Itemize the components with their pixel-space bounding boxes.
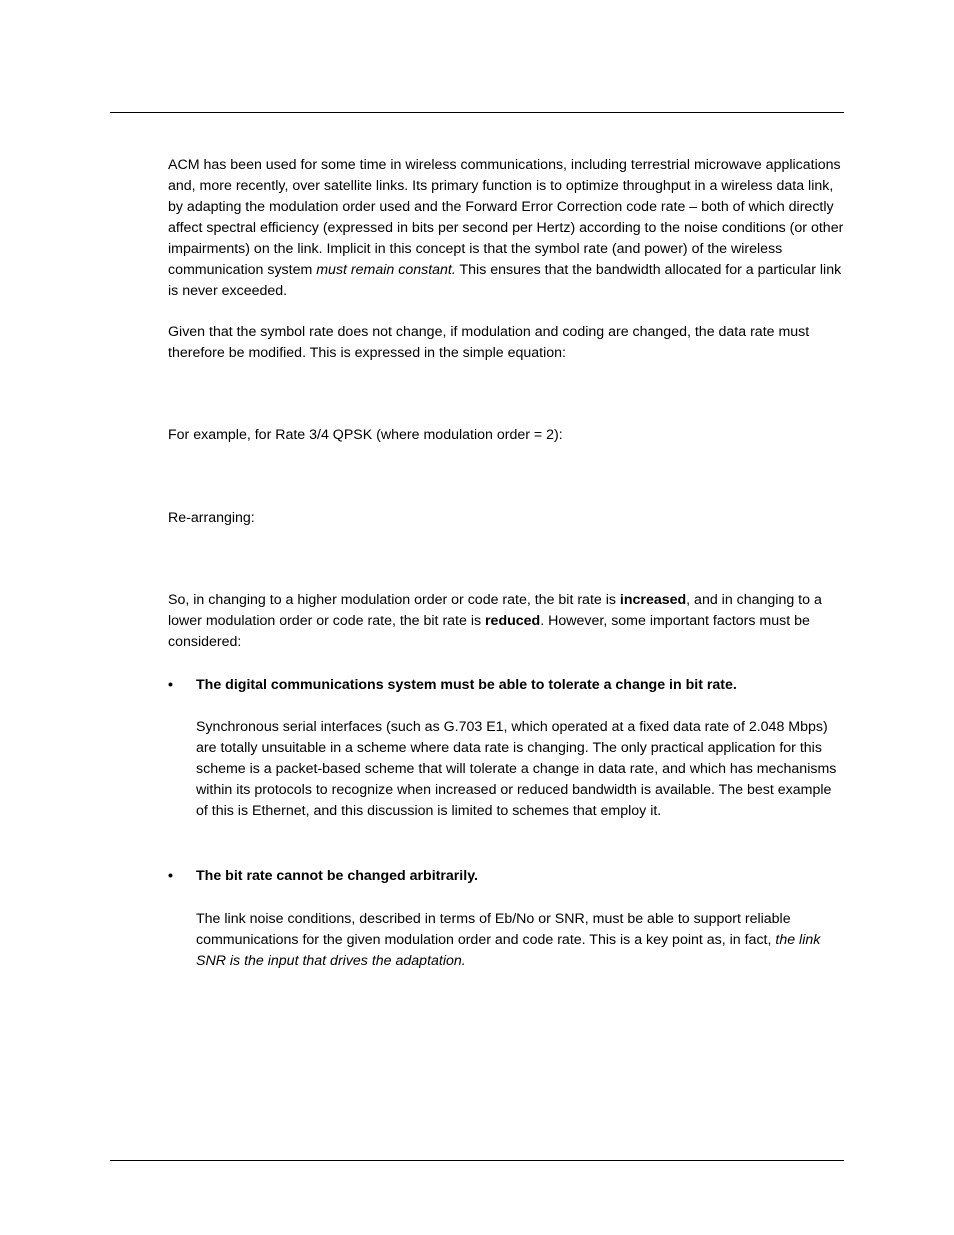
bit-rate-text-b: , and in changing to a lower modulation order or code rate, the bit rate is [168, 592, 822, 629]
bullet-marker: • [168, 677, 173, 693]
rearranging-paragraph: Re-arranging: [168, 510, 255, 526]
bit-rate-paragraph [168, 590, 846, 653]
header-rule [110, 112, 844, 113]
example-paragraph: For example, for Rate 3/4 QPSK (where modulation order = 2): [168, 427, 563, 443]
increased-strong: increased [619, 592, 687, 608]
footer-rule [110, 1160, 844, 1161]
equation-intro-paragraph: Given that the symbol rate does not change, if modulation and coding are changed, the data rate must therefore be modified. This is expressed in the simple equation: [168, 324, 810, 361]
intro-text: ACM has been used for some time in wireless communications, including terrestrial microwave applications and, more recently, over satellite links. Its primary function is to optimize throughput in a wireless data link, by adapting the modulation order used and the Forward Error Correction code rate – both of which directly affect spectral efficiency (expressed in bits per second per Hertz) according to the noise conditions (or other impairments) on the link. Implicit in this concept is that the symbol rate (and power) of the wireless communication system [168, 157, 844, 278]
bullet-title: The bit rate cannot be changed arbitrarily. [196, 868, 478, 884]
reduced-strong: reduced [485, 613, 541, 629]
intro-emphasis: must remain constant. [316, 262, 456, 278]
bullet-body-2 [196, 909, 846, 972]
bullet-marker: • [168, 868, 173, 884]
bullet-body-2-text: The link noise conditions, described in terms of Eb/No or SNR, must be able to support reliable communications for the given modulation order and code rate. This is a key point as, in fact, [196, 911, 791, 948]
intro-text-end: This ensures that the bandwidth allocated for a particular link is never exceeded. [168, 262, 842, 299]
bullet-body-2-emphasis: the link SNR is the input that drives the adaptation. [196, 932, 821, 969]
intro-paragraph [168, 155, 846, 302]
bullet-title: The digital communications system must be able to tolerate a change in bit rate. [196, 677, 737, 693]
bit-rate-text-c: . However, some important factors must be considered: [168, 613, 810, 650]
bit-rate-text-a: So, in changing to a higher modulation order or code rate, the bit rate is [168, 592, 620, 608]
bullet-body-1: Synchronous serial interfaces (such as G.703 E1, which operated at a fixed data rate of 2.048 Mbps) are totally unsuitable in a scheme where data rate is changing. The only practical application for this scheme is a packet-based scheme that will tolerate a change in data rate, and which has mechanisms within its protocols to recognize when increased or reduced bandwidth is available. The best example of this is Ethernet, and this discussion is limited to schemes that employ it. [196, 719, 837, 819]
